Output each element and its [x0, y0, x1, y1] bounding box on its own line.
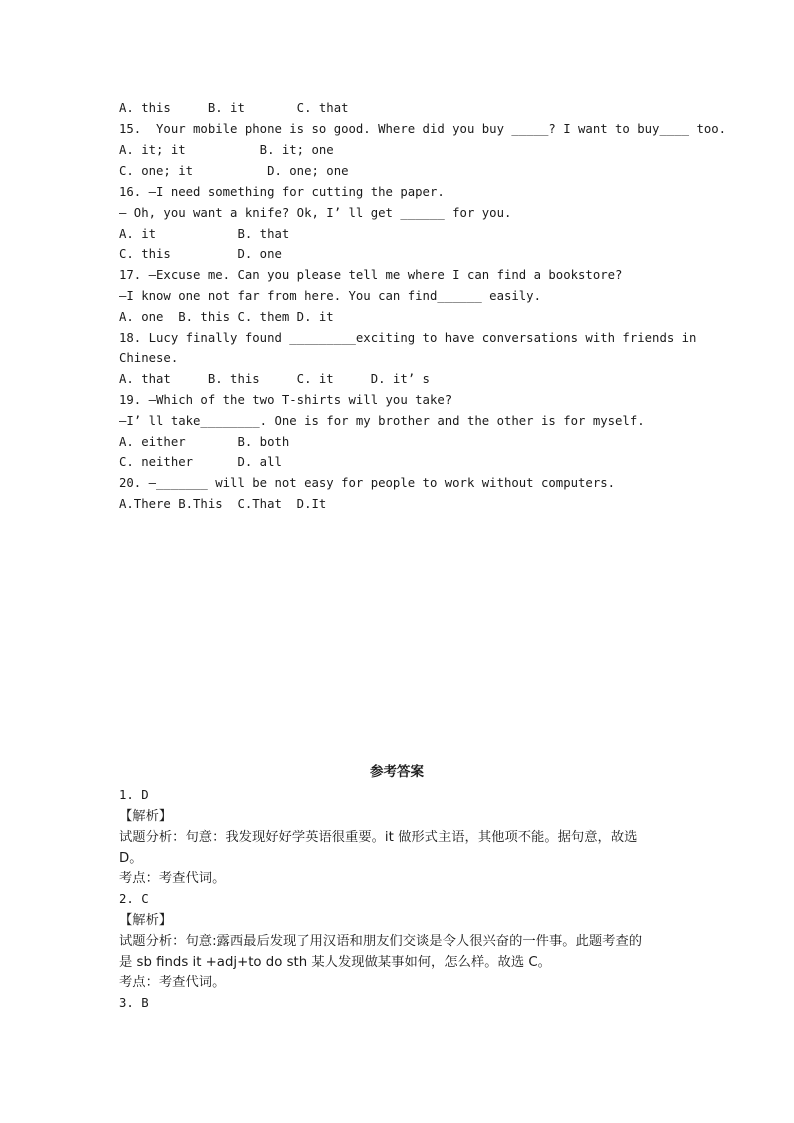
answer-options-q17: A. one B. this C. them D. it [119, 310, 334, 324]
knowledge-point: 考点：考查代词。 [119, 871, 226, 886]
question-17-reply: —I know one not far from here. You can find______ easily. [119, 289, 541, 303]
answer-options-q19-cd: C. neither D. all [119, 455, 282, 469]
analysis-heading: 【解析】 [119, 913, 173, 928]
analysis-text: 试题分析：句意：我发现好好学英语很重要。it 做形式主语，其他项不能。据句意，故选 [119, 830, 638, 845]
question-20: 20. —_______ will be not easy for people to work without computers. [119, 476, 616, 490]
answer-options-q16-cd: C. this D. one [119, 247, 282, 261]
analysis-text: D。 [119, 851, 143, 866]
answer-3: 3. B [119, 996, 149, 1010]
answer-options-q19-ab: A. either B. both [119, 435, 290, 449]
answer-options-q15-cd: C. one; it D. one; one [119, 164, 349, 178]
question-17: 17. —Excuse me. Can you please tell me where I can find a bookstore? [119, 268, 623, 282]
analysis-text: 试题分析：句意:露西最后发现了用汉语和朋友们交谈是令人很兴奋的一件事。此题考查的 [119, 934, 643, 949]
knowledge-point: 考点：考查代词。 [119, 975, 226, 990]
answer-options-q16-ab: A. it B. that [119, 227, 290, 241]
question-16: 16. —I need something for cutting the paper. [119, 185, 445, 199]
analysis-heading: 【解析】 [119, 809, 173, 824]
analysis-text: 是 sb finds it +adj+to do sth 某人发现做某事如何，怎么样。故选 C。 [119, 955, 551, 970]
question-18-continued: Chinese. [119, 351, 179, 365]
answer-1: 1. D [119, 788, 149, 802]
answer-key-title: 参考答案 [370, 764, 424, 780]
answer-options-q20: A.There B.This C.That D.It [119, 497, 327, 511]
answer-2: 2. C [119, 892, 149, 906]
answer-options-q15-ab: A. it; it B. it; one [119, 143, 334, 157]
answer-options-q18: A. that B. this C. it D. it’ s [119, 372, 430, 386]
question-19: 19. —Which of the two T-shirts will you take? [119, 393, 453, 407]
question-16-reply: — Oh, you want a knife? Ok, I’ ll get ______ for you. [119, 206, 512, 220]
question-18: 18. Lucy finally found _________exciting to have conversations with friends in [119, 331, 697, 345]
question-15: 15. Your mobile phone is so good. Where did you buy _____? I want to buy____ too. [119, 122, 727, 136]
question-19-reply: —I’ ll take________. One is for my brother and the other is for myself. [119, 414, 645, 428]
answer-options-q14: A. this B. it C. that [119, 101, 349, 115]
